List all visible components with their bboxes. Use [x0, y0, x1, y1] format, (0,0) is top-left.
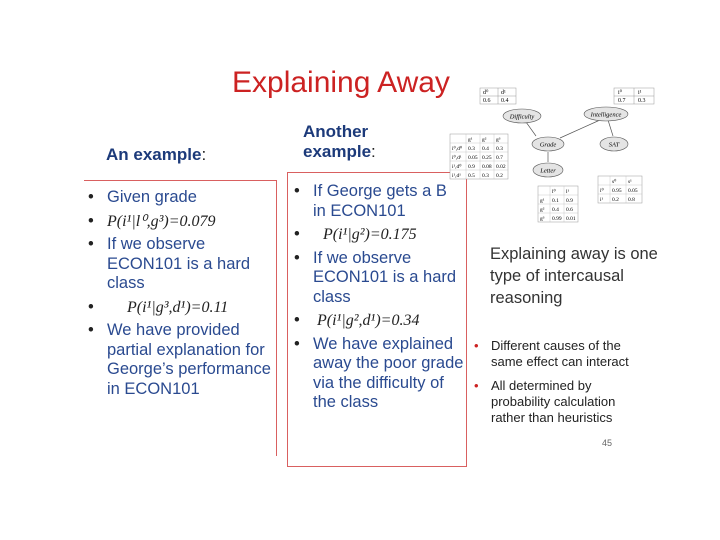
- node-intelligence: [584, 107, 628, 121]
- svg-text:d¹: d¹: [501, 90, 506, 96]
- right-title: Explaining away is one type of intercausal reasoning: [490, 245, 658, 307]
- left-bullet-list: [86, 188, 272, 399]
- node-sat: [600, 137, 628, 151]
- letter-cpt-cell: 0.1: [552, 198, 559, 204]
- grade-cpt-cell: g³: [496, 137, 501, 143]
- svg-text:Letter: Letter: [540, 167, 556, 175]
- letter-cpt-cell: 0.99: [552, 216, 562, 222]
- middle-content: [292, 182, 464, 417]
- left-content: [86, 188, 272, 403]
- grade-cpt-cell: 0.02: [496, 164, 506, 170]
- grade-cpt-cell: i¹,d⁰: [452, 164, 462, 170]
- sat-cpt-cell: i⁰: [600, 188, 604, 194]
- grade-cpt-cell: i⁰,d⁰: [452, 146, 463, 152]
- grade-cpt-cell: g²: [482, 137, 487, 143]
- grade-cpt-table: [450, 134, 508, 179]
- left-header: An example:: [106, 145, 207, 164]
- letter-cpt-table: [538, 186, 578, 222]
- middle-bullet-list: [292, 182, 464, 413]
- middle-bullet-4: • P(i¹|g²,d¹)=0.34: [292, 311, 464, 331]
- letter-cpt-cell: l¹: [566, 189, 570, 195]
- right-bullet-1: • Different causes of the same effect can interact: [470, 338, 650, 370]
- grade-cpt-cell: 0.3: [482, 173, 489, 179]
- sat-cpt-table: [598, 176, 642, 203]
- sat-cpt-cell: s⁰: [612, 179, 617, 185]
- letter-cpt-cell: 0.9: [566, 198, 573, 204]
- grade-cpt-cell: i⁰,d¹: [452, 155, 462, 161]
- sat-cpt-cell: 0.05: [628, 188, 638, 194]
- svg-text:Intelligence: Intelligence: [590, 111, 622, 119]
- svg-text:Grade: Grade: [539, 141, 557, 149]
- sat-cpt-cell: 0.95: [612, 188, 622, 194]
- svg-text:0.3: 0.3: [638, 98, 646, 104]
- letter-cpt-cell: g³: [540, 216, 545, 222]
- right-bullet-list: [470, 338, 650, 426]
- left-bullet-1: • Given grade: [86, 188, 272, 208]
- middle-bullet-5: • We have explained away the poor grade via the difficulty of the class: [292, 335, 464, 413]
- grade-cpt-cell: 0.5: [468, 173, 475, 179]
- sat-cpt-cell: s¹: [628, 179, 632, 185]
- intelligence-prior-table: [614, 88, 654, 104]
- letter-cpt-cell: g²: [540, 207, 545, 213]
- grade-cpt-cell: g¹: [468, 137, 473, 143]
- grade-cpt-cell: 0.3: [496, 146, 503, 152]
- svg-text:0.4: 0.4: [501, 98, 509, 104]
- svg-text:d⁰: d⁰: [483, 90, 489, 96]
- right-content: [470, 338, 650, 434]
- grade-cpt-cell: 0.25: [482, 155, 492, 161]
- slide-title: Explaining Away: [232, 66, 450, 99]
- node-grade: [532, 137, 564, 151]
- grade-cpt-cell: 0.4: [482, 146, 489, 152]
- page-number: 45: [602, 438, 613, 448]
- grade-cpt-cell: 0.05: [468, 155, 478, 161]
- svg-text:0.6: 0.6: [483, 98, 491, 104]
- letter-cpt-cell: l⁰: [552, 189, 556, 195]
- left-bullet-2: • P(i¹|l⁰,g³)=0.079: [86, 212, 272, 232]
- sat-cpt-cell: 0.8: [628, 197, 635, 203]
- right-bullet-2: • All determined by probability calculation rather than heuristics: [470, 378, 650, 426]
- middle-bullet-3: • If we observe ECON101 is a hard class: [292, 249, 464, 308]
- grade-cpt-cell: i¹,d¹: [452, 173, 461, 179]
- sat-cpt-cell: 0.2: [612, 197, 619, 203]
- letter-cpt-cell: 0.6: [566, 207, 573, 213]
- left-bullet-3: • If we observe ECON101 is a hard class: [86, 235, 272, 294]
- student-network-diagram: [448, 74, 660, 226]
- svg-text:i⁰: i⁰: [618, 90, 623, 96]
- svg-text:Difficulty: Difficulty: [509, 113, 535, 121]
- middle-header: Another example:: [303, 122, 376, 161]
- left-bullet-4: • P(i¹|g³,d¹)=0.11: [86, 298, 272, 318]
- svg-text:i¹: i¹: [638, 90, 642, 96]
- node-difficulty: [503, 109, 541, 123]
- grade-cpt-cell: 0.7: [496, 155, 503, 161]
- letter-cpt-cell: g¹: [540, 198, 545, 204]
- middle-bullet-2: • P(i¹|g²)=0.175: [292, 225, 464, 245]
- node-letter: [533, 163, 563, 177]
- grade-cpt-cell: 0.9: [468, 164, 475, 170]
- left-bullet-5: • We have provided partial explanation for George’s performance in ECON101: [86, 321, 272, 399]
- letter-cpt-cell: 0.01: [566, 216, 576, 222]
- grade-cpt-cell: 0.2: [496, 173, 503, 179]
- letter-cpt-cell: 0.4: [552, 207, 559, 213]
- svg-text:SAT: SAT: [608, 141, 620, 149]
- sat-cpt-cell: i¹: [600, 197, 604, 203]
- grade-cpt-cell: 0.3: [468, 146, 475, 152]
- middle-bullet-1: • If George gets a B in ECON101: [292, 182, 464, 221]
- difficulty-prior-table: [480, 88, 516, 104]
- grade-cpt-cell: 0.08: [482, 164, 492, 170]
- svg-text:0.7: 0.7: [618, 98, 626, 104]
